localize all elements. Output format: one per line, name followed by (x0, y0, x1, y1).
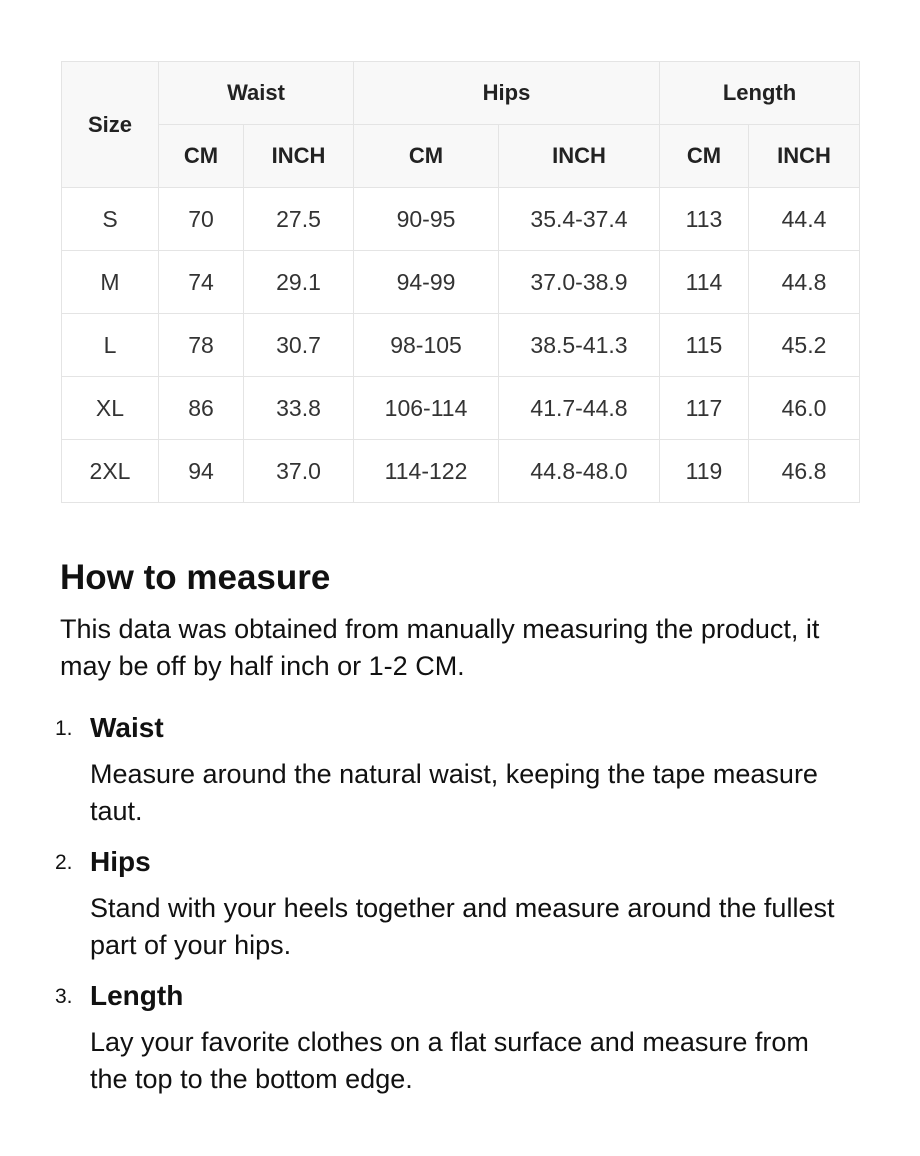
step-description: Lay your favorite clothes on a flat surface and measure from the top to the bottom edge. (90, 1027, 809, 1094)
cell-length-cm: 119 (660, 440, 749, 503)
cell-waist-cm: 78 (159, 314, 244, 377)
size-chart-table (61, 61, 860, 503)
step-number: 3. (55, 985, 73, 1008)
table-body (62, 188, 860, 503)
how-to-measure-title: How to measure (60, 558, 331, 597)
step-number: 2. (55, 851, 73, 874)
cell-waist-cm: 74 (159, 251, 244, 314)
cell-waist-inch: 37.0 (244, 440, 354, 503)
cell-waist-inch: 30.7 (244, 314, 354, 377)
table-row (62, 377, 860, 440)
cell-hips-cm: 114-122 (354, 440, 499, 503)
cell-length-cm: 115 (660, 314, 749, 377)
cell-hips-inch: 37.0-38.9 (499, 251, 660, 314)
step-title: Length (90, 980, 184, 1011)
header-row-groups (62, 62, 860, 125)
measure-step-hips (0, 842, 920, 964)
header-unit: CM (159, 125, 244, 188)
cell-length-cm: 117 (660, 377, 749, 440)
header-unit: INCH (749, 125, 860, 188)
table-row (62, 314, 860, 377)
table-header (62, 62, 860, 188)
header-unit: CM (660, 125, 749, 188)
step-title: Waist (90, 712, 164, 743)
cell-hips-inch: 38.5-41.3 (499, 314, 660, 377)
header-unit: INCH (244, 125, 354, 188)
step-description: Measure around the natural waist, keeping the tape measure taut. (90, 759, 818, 826)
cell-length-cm: 114 (660, 251, 749, 314)
table-row (62, 251, 860, 314)
cell-length-inch: 46.0 (749, 377, 860, 440)
how-to-measure-intro: This data was obtained from manually measuring the product, it may be off by half inch or 1-2 CM. (60, 614, 820, 681)
header-length: Length (660, 62, 860, 125)
cell-waist-cm: 94 (159, 440, 244, 503)
table-row (62, 440, 860, 503)
cell-size: L (62, 314, 159, 377)
cell-hips-cm: 94-99 (354, 251, 499, 314)
cell-size: S (62, 188, 159, 251)
cell-hips-cm: 106-114 (354, 377, 499, 440)
header-unit: CM (354, 125, 499, 188)
cell-length-inch: 46.8 (749, 440, 860, 503)
measure-step-waist (0, 708, 920, 830)
step-number: 1. (55, 717, 73, 740)
cell-waist-cm: 70 (159, 188, 244, 251)
cell-length-inch: 45.2 (749, 314, 860, 377)
cell-hips-inch: 35.4-37.4 (499, 188, 660, 251)
header-waist: Waist (159, 62, 354, 125)
cell-waist-inch: 29.1 (244, 251, 354, 314)
cell-size: XL (62, 377, 159, 440)
header-size: Size (62, 62, 159, 188)
measure-step-length (0, 976, 920, 1098)
cell-hips-cm: 90-95 (354, 188, 499, 251)
cell-length-inch: 44.4 (749, 188, 860, 251)
cell-length-cm: 113 (660, 188, 749, 251)
cell-hips-inch: 41.7-44.8 (499, 377, 660, 440)
header-hips: Hips (354, 62, 660, 125)
cell-waist-cm: 86 (159, 377, 244, 440)
header-row-units (62, 125, 860, 188)
table-row (62, 188, 860, 251)
measure-steps-list (0, 708, 920, 1110)
cell-hips-cm: 98-105 (354, 314, 499, 377)
cell-hips-inch: 44.8-48.0 (499, 440, 660, 503)
step-title: Hips (90, 846, 151, 877)
cell-size: M (62, 251, 159, 314)
cell-size: 2XL (62, 440, 159, 503)
cell-waist-inch: 33.8 (244, 377, 354, 440)
cell-waist-inch: 27.5 (244, 188, 354, 251)
header-unit: INCH (499, 125, 660, 188)
step-description: Stand with your heels together and measure around the fullest part of your hips. (90, 893, 835, 960)
cell-length-inch: 44.8 (749, 251, 860, 314)
